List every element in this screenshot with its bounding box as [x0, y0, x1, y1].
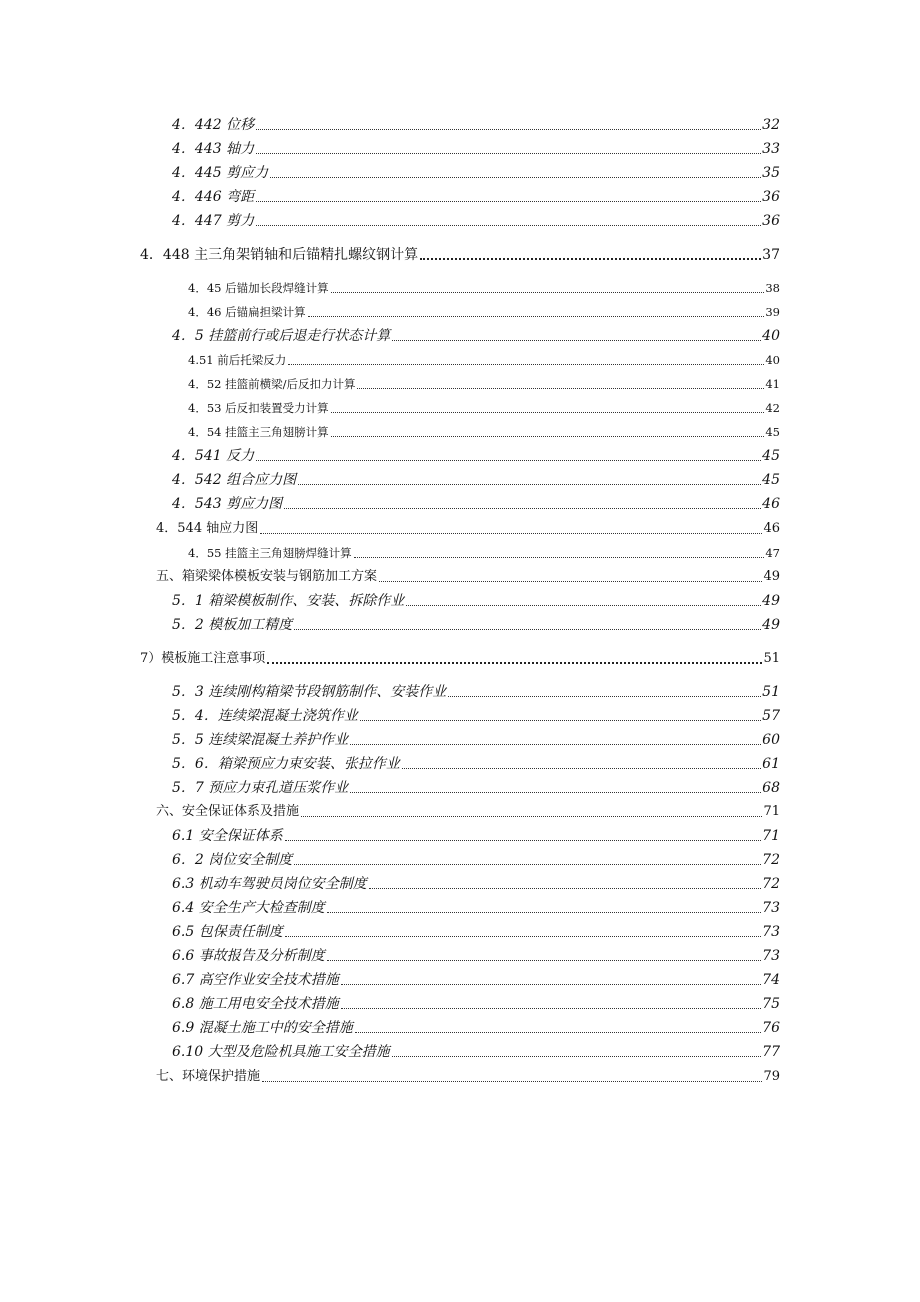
toc-entry-label: 4．446 弯距: [172, 189, 255, 205]
toc-entry-label: 5．3 连续刚构箱梁节段钢筋制作、安装作业: [172, 684, 447, 700]
toc-entry[interactable]: [172, 777, 780, 797]
toc-entry-label: 4．447 剪力: [172, 213, 255, 229]
toc-entry[interactable]: [172, 729, 780, 749]
toc-entry[interactable]: [188, 349, 780, 369]
toc-entry-page: 73: [762, 924, 780, 940]
toc-entry-page: 57: [762, 708, 780, 724]
dot-leader: [331, 436, 765, 437]
toc-entry[interactable]: [188, 542, 780, 562]
toc-entry-label: 5．5 连续梁混凝土养护作业: [172, 732, 349, 748]
toc-entry[interactable]: [188, 421, 780, 441]
toc-entry-page: 45: [765, 425, 780, 439]
toc-entry-label: 五、箱梁梁体模板安装与钢筋加工方案: [156, 569, 378, 584]
toc-entry-page: 47: [765, 546, 780, 560]
dot-leader: [256, 201, 761, 202]
toc-entry-page: 42: [765, 401, 780, 415]
toc-entry[interactable]: [172, 138, 780, 158]
toc-entry[interactable]: [172, 873, 780, 893]
toc-entry-label: 4．54 挂篮主三角翅膀计算: [188, 425, 329, 439]
dot-leader: [406, 605, 761, 606]
toc-entry-page: 49: [762, 617, 780, 633]
toc-entry-label: 4．52 挂篮前横梁/后反扣力计算: [188, 377, 356, 391]
toc-entry-page: 61: [762, 756, 780, 772]
toc-entry-page: 75: [762, 996, 780, 1012]
toc-entry-page: 72: [762, 876, 780, 892]
dot-leader: [392, 340, 761, 341]
dot-leader: [392, 1056, 762, 1057]
toc-entry-label: 5．4．连续梁混凝土浇筑作业: [172, 708, 358, 724]
toc-entry-label: 4．53 后反扣装置受力计算: [188, 401, 329, 415]
toc-entry-page: 76: [762, 1020, 780, 1036]
toc-entry-label: 4．448 主三角架销轴和后锚精扎螺纹钢计算: [140, 247, 419, 263]
toc-entry-label: 6.3 机动车驾驶员岗位安全制度: [172, 876, 367, 892]
toc-entry-label: 4．443 轴力: [172, 141, 255, 157]
dot-leader: [331, 412, 765, 413]
toc-entry[interactable]: [172, 969, 780, 989]
toc-entry-label: 4．445 剪应力: [172, 165, 269, 181]
toc-entry-label: 4．46 后锚扁担梁计算: [188, 305, 306, 319]
toc-entry-page: 45: [762, 472, 780, 488]
toc-entry-label: 5．6．箱梁预应力束安装、张拉作业: [172, 756, 400, 772]
toc-entry[interactable]: [140, 648, 780, 668]
toc-entry-page: 41: [765, 377, 780, 391]
toc-entry[interactable]: [172, 614, 780, 634]
dot-leader: [331, 292, 765, 293]
toc-entry-label: 4．543 剪应力图: [172, 496, 283, 512]
dot-leader: [402, 768, 761, 769]
toc-entry-page: 38: [765, 281, 780, 295]
toc-entry-page: 40: [765, 353, 780, 367]
toc-entry[interactable]: [172, 681, 780, 701]
toc-entry[interactable]: [172, 825, 780, 845]
toc-entry-page: 46: [762, 496, 780, 512]
toc-entry-label: 七、环境保护措施: [156, 1069, 261, 1084]
toc-entry-label: 6.10 大型及危险机具施工安全措施: [172, 1044, 390, 1060]
toc-entry-label: 6.1 安全保证体系: [172, 828, 283, 844]
toc-entry-label: 4．55 挂篮主三角翅膀焊缝计算: [188, 546, 352, 560]
dot-leader: [294, 629, 761, 630]
toc-entry[interactable]: [172, 921, 780, 941]
toc-entry-label: 六、安全保证体系及措施: [156, 804, 300, 819]
dot-leader: [301, 816, 762, 817]
toc-entry-label: 4．5 挂篮前行或后退走行状态计算: [172, 328, 391, 344]
dot-leader: [285, 936, 761, 937]
toc-entry-page: 72: [762, 852, 780, 868]
toc-entry[interactable]: [156, 566, 780, 586]
dot-leader: [357, 388, 764, 389]
toc-entry[interactable]: [140, 244, 780, 264]
toc-entry-page: 51: [763, 651, 780, 666]
dot-leader: [350, 744, 761, 745]
toc-entry-page: 49: [762, 593, 780, 609]
toc-entry[interactable]: [172, 705, 780, 725]
toc-entry[interactable]: [172, 849, 780, 869]
toc-entry[interactable]: [172, 114, 780, 134]
toc-entry-page: 79: [763, 1069, 780, 1084]
toc-entry-label: 6.8 施工用电安全技术措施: [172, 996, 339, 1012]
toc-entry[interactable]: [172, 753, 780, 773]
toc-entry-page: 40: [762, 328, 780, 344]
dot-leader: [260, 533, 762, 534]
toc-entry-page: 74: [762, 972, 780, 988]
toc-entry[interactable]: [188, 373, 780, 393]
dot-leader: [354, 557, 765, 558]
toc-entry[interactable]: [156, 801, 780, 821]
toc-entry[interactable]: [156, 1066, 780, 1086]
toc-entry-label: 4．542 组合应力图: [172, 472, 297, 488]
toc-entry-page: 39: [765, 305, 780, 319]
toc-entry[interactable]: [172, 1041, 780, 1061]
toc-entry-page: 77: [762, 1044, 780, 1060]
dot-leader: [256, 153, 761, 154]
toc-entry-label: 6．2 岗位安全制度: [172, 852, 293, 868]
toc-entry-label: 5．2 模板加工精度: [172, 617, 293, 633]
toc-entry-label: 6.6 事故报告及分析制度: [172, 948, 325, 964]
toc-entry[interactable]: [172, 210, 780, 230]
dot-leader: [355, 1032, 761, 1033]
dot-leader: [284, 508, 761, 509]
toc-entry-page: 49: [763, 569, 780, 584]
dot-leader: [262, 1081, 762, 1082]
dot-leader: [267, 662, 762, 664]
toc-entry-page: 73: [762, 948, 780, 964]
toc-entry-label: 7）模板施工注意事项: [140, 651, 266, 666]
toc-entry-label: 4．544 轴应力图: [156, 521, 259, 536]
dot-leader: [288, 364, 764, 365]
dot-leader: [360, 720, 761, 721]
toc-entry-label: 6.9 混凝土施工中的安全措施: [172, 1020, 353, 1036]
toc-entry-label: 5．1 箱梁模板制作、安装、拆除作业: [172, 593, 405, 609]
toc-entry[interactable]: [172, 469, 780, 489]
toc-entry-page: 36: [762, 213, 780, 229]
toc-entry-page: 37: [762, 247, 780, 263]
dot-leader: [298, 484, 761, 485]
dot-leader: [256, 129, 761, 130]
toc-entry-page: 68: [762, 780, 780, 796]
toc-entry-page: 32: [762, 117, 780, 133]
toc-entry[interactable]: [188, 301, 780, 321]
toc-entry-page: 51: [762, 684, 780, 700]
dot-leader: [341, 1008, 761, 1009]
dot-leader: [294, 864, 761, 865]
dot-leader: [270, 177, 761, 178]
toc-entry[interactable]: [172, 186, 780, 206]
toc-entry-label: 6.7 高空作业安全技术措施: [172, 972, 339, 988]
dot-leader: [285, 840, 761, 841]
toc-entry[interactable]: [172, 945, 780, 965]
toc-entry-page: 33: [762, 141, 780, 157]
toc-entry-label: 4.51 前后托梁反力: [188, 353, 287, 367]
toc-entry-label: 4．442 位移: [172, 117, 255, 133]
toc-entry-page: 71: [762, 828, 780, 844]
toc-entry[interactable]: [156, 518, 780, 538]
dot-leader: [327, 960, 761, 961]
toc-entry-page: 36: [762, 189, 780, 205]
dot-leader: [341, 984, 761, 985]
toc-entry-label: 6.5 包保责任制度: [172, 924, 283, 940]
dot-leader: [369, 888, 761, 889]
toc-entry-page: 71: [763, 804, 780, 819]
toc-entry-label: 4．541 反力: [172, 448, 255, 464]
toc-entry[interactable]: [188, 397, 780, 417]
toc-entry[interactable]: [172, 493, 780, 513]
toc-entry-page: 35: [762, 165, 780, 181]
dot-leader: [256, 225, 761, 226]
toc-entry-page: 46: [763, 521, 780, 536]
toc-entry-page: 45: [762, 448, 780, 464]
toc-entry[interactable]: [188, 277, 780, 297]
dot-leader: [420, 258, 761, 260]
toc-entry[interactable]: [172, 897, 780, 917]
toc-entry[interactable]: [172, 590, 780, 610]
dot-leader: [448, 696, 761, 697]
toc-entry[interactable]: [172, 993, 780, 1013]
toc-entry-page: 73: [762, 900, 780, 916]
toc-entry[interactable]: [172, 1017, 780, 1037]
dot-leader: [379, 581, 762, 582]
dot-leader: [350, 792, 761, 793]
toc-entry[interactable]: [172, 445, 780, 465]
toc-entry[interactable]: [172, 325, 780, 345]
dot-leader: [327, 912, 761, 913]
dot-leader: [256, 460, 761, 461]
dot-leader: [308, 316, 765, 317]
toc-entry-label: 4．45 后锚加长段焊缝计算: [188, 281, 329, 295]
toc-entry[interactable]: [172, 162, 780, 182]
toc-entry-page: 60: [762, 732, 780, 748]
toc-entry-label: 5．7 预应力束孔道压浆作业: [172, 780, 349, 796]
toc-entry-label: 6.4 安全生产大检查制度: [172, 900, 325, 916]
